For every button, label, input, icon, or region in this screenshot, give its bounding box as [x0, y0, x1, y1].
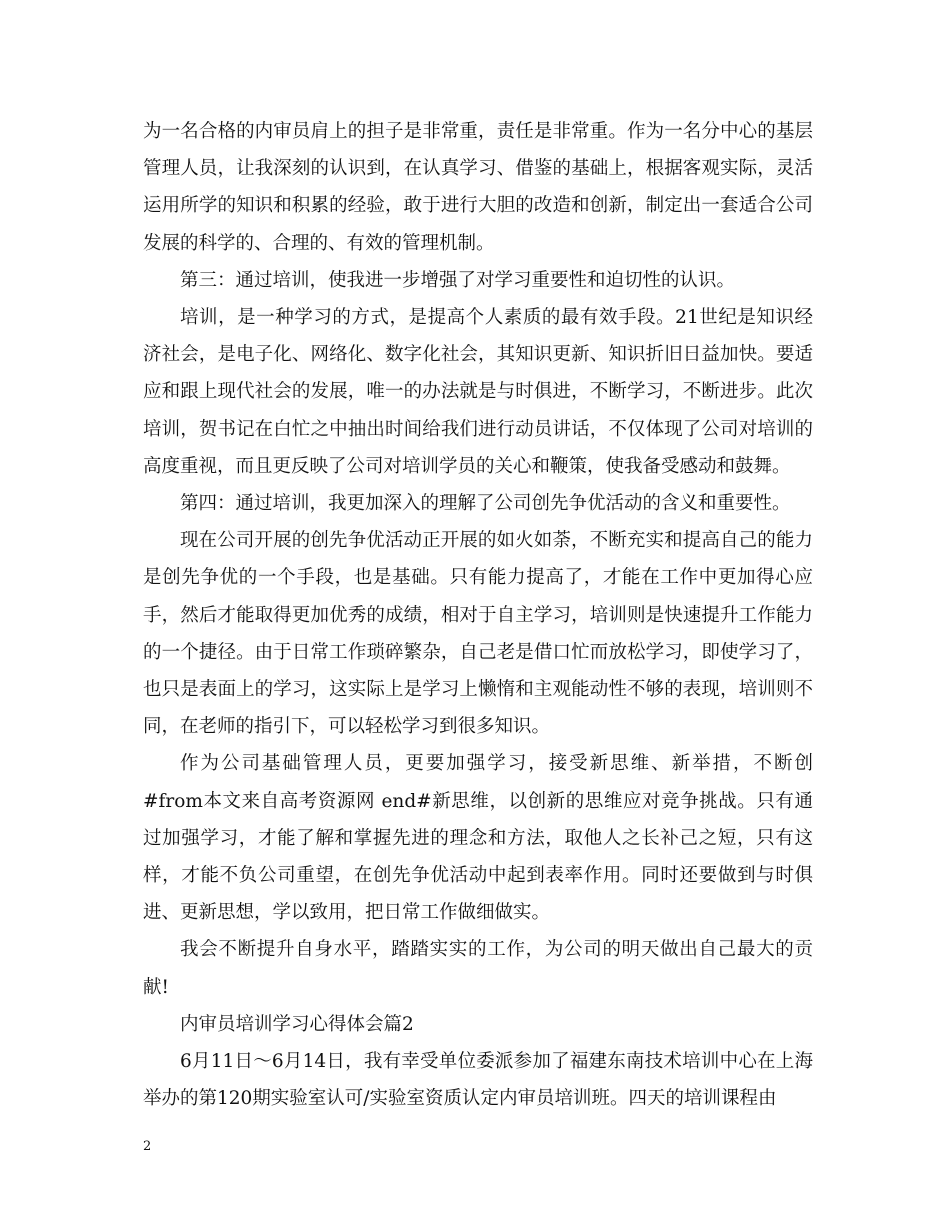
paragraph: 第三：通过培训，使我进一步增强了对学习重要性和迫切性的认识。 [180, 269, 736, 291]
paragraph: 6月11日～6月14日，我有幸受单位委派参加了福建东南技术培训中心在上海举办的第120期实验室认可/实验室资质认定内审员培训班。四天的培训课程由 [143, 1051, 813, 1110]
paragraph: 现在公司开展的创先争优活动正开展的如火如荼，不断充实和提高自己的能力是创先争优的一个手段，也是基础。只有能力提高了，才能在工作中更加得心应手，然后才能取得更加优秀的成绩，相对于自主学习，培训则是快速提升工作能力的一个捷径。由于日常工作琐碎繁杂，自己老是借口忙而放松学习，即使学习了，也只是表面上的学习，这实际上是学习上懒惰和主观能动性不够的表现，培训则不同，在老师的指引下，可以轻松学习到很多知识。 [143, 530, 813, 738]
section-heading: 内审员培训学习心得体会篇2 [180, 1013, 414, 1035]
paragraph: 作为公司基础管理人员，更要加强学习，接受新思维、新举措，不断创#from本文来自高考资源网 end#新思维，以创新的思维应对竞争挑战。只有通过加强学习，才能了解和掌握先进的理念和方法，取他人之长补己之短，只有这样，才能不负公司重望，在创先争优活动中起到表率作用。同时还要做到与时俱进、更新思想，学以致用，把日常工作做细做实。 [143, 753, 813, 924]
document-body [143, 113, 813, 1117]
paragraph: 培训，是一种学习的方式，是提高个人素质的最有效手段。21世纪是知识经济社会，是电子化、网络化、数字化社会，其知识更新、知识折旧日益加快。要适应和跟上现代社会的发展，唯一的办法就是与时俱进，不断学习，不断进步。此次培训，贺书记在白忙之中抽出时间给我们进行动员讲话，不仅体现了公司对培训的高度重视，而且更反映了公司对培训学员的关心和鞭策，使我备受感动和鼓舞。 [143, 307, 813, 477]
paragraph: 第四：通过培训，我更加深入的理解了公司创先争优活动的含义和重要性。 [180, 493, 791, 515]
page-number: 2 [143, 1139, 152, 1154]
paragraph: 为一名合格的内审员肩上的担子是非常重，责任是非常重。作为一名分中心的基层管理人员，让我深刻的认识到，在认真学习、借鉴的基础上，根据客观实际，灵活运用所学的知识和积累的经验，敢于进行大胆的改造和创新，制定出一套适合公司发展的科学的、合理的、有效的管理机制。 [143, 121, 813, 254]
paragraph: 我会不断提升自身水平，踏踏实实的工作，为公司的明天做出自己最大的贡献! [143, 939, 813, 998]
